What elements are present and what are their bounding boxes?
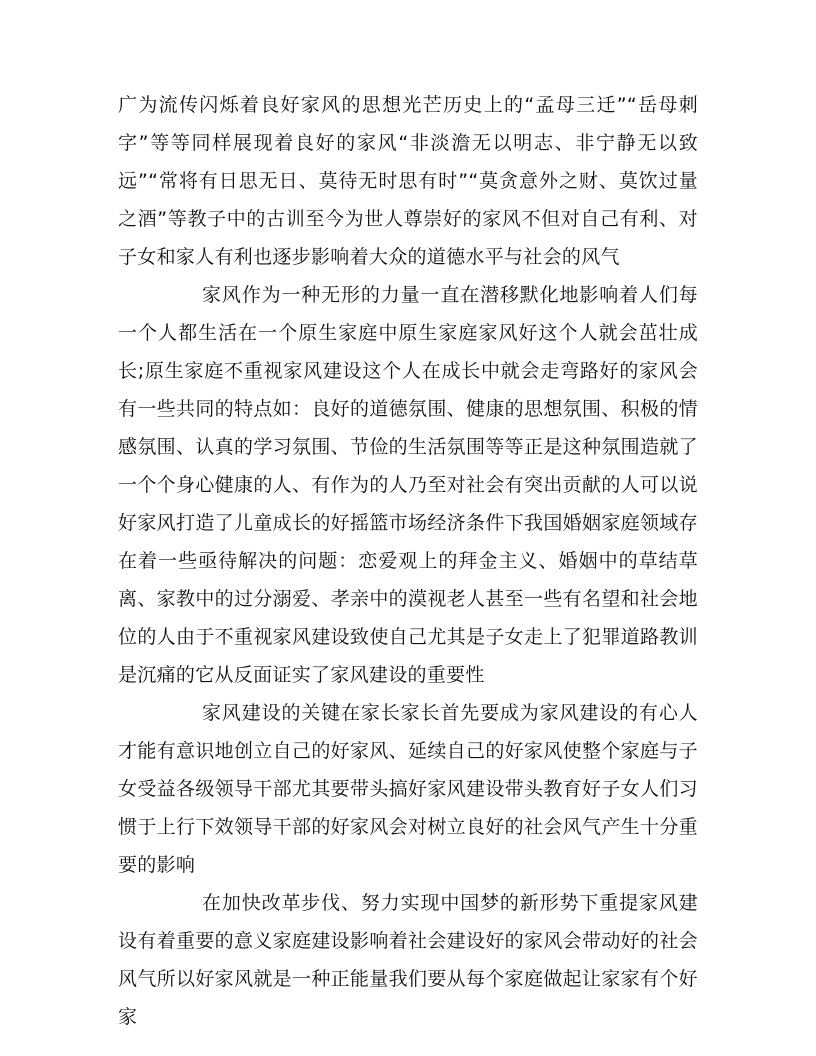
document-body bbox=[118, 86, 698, 1036]
paragraph-1: 广为流传闪烁着良好家风的思想光芒历史上的“孟母三迁”“岳母刺字”等等同样展现着良好的家风“非淡澹无以明志、非宁静无以致远”“常将有日思无日、莫待无时思有时”“莫贪意外之财、莫饮过量之酒”等教子中的古训至今为世人尊崇好的家风不但对自己有利、对子女和家人有利也逐步影响着大众的道德水平与社会的风气 bbox=[118, 94, 698, 268]
paragraph-4: 在加快改革步伐、努力实现中国梦的新形势下重提家风建设有着重要的意义家庭建设影响着社会建设好的家风会带动好的社会风气所以好家风就是一种正能量我们要从每个家庭做起让家家有个好家 bbox=[118, 892, 698, 1028]
paragraph-3: 家风建设的关键在家长家长首先要成为家风建设的有心人才能有意识地创立自己的好家风、延续自己的好家风使整个家庭与子女受益各级领导干部尤其要带头搞好家风建设带头教育好子女人们习惯于上行下效领导干部的好家风会对树立良好的社会风气产生十分重要的影响 bbox=[118, 702, 698, 876]
paragraph-2: 家风作为一种无形的力量一直在潜移默化地影响着人们每一个人都生活在一个原生家庭中原生家庭家风好这个人就会茁壮成长;原生家庭不重视家风建设这个人在成长中就会走弯路好的家风会有一些共同的特点如：良好的道德氛围、健康的思想氛围、积极的情感氛围、认真的学习氛围、节俭的生活氛围等等正是这种氛围造就了一个个身心健康的人、有作为的人乃至对社会有突出贡献的人可以说好家风打造了儿童成长的好摇篮市场经济条件下我国婚姻家庭领域存在着一些亟待解决的问题：恋爱观上的拜金主义、婚姻中的草结草离、家教中的过分溺爱、孝亲中的漠视老人甚至一些有名望和社会地位的人由于不重视家风建设致使自己尤其是子女走上了犯罪道路教训是沉痛的它从反面证实了家风建设的重要性 bbox=[118, 284, 698, 686]
